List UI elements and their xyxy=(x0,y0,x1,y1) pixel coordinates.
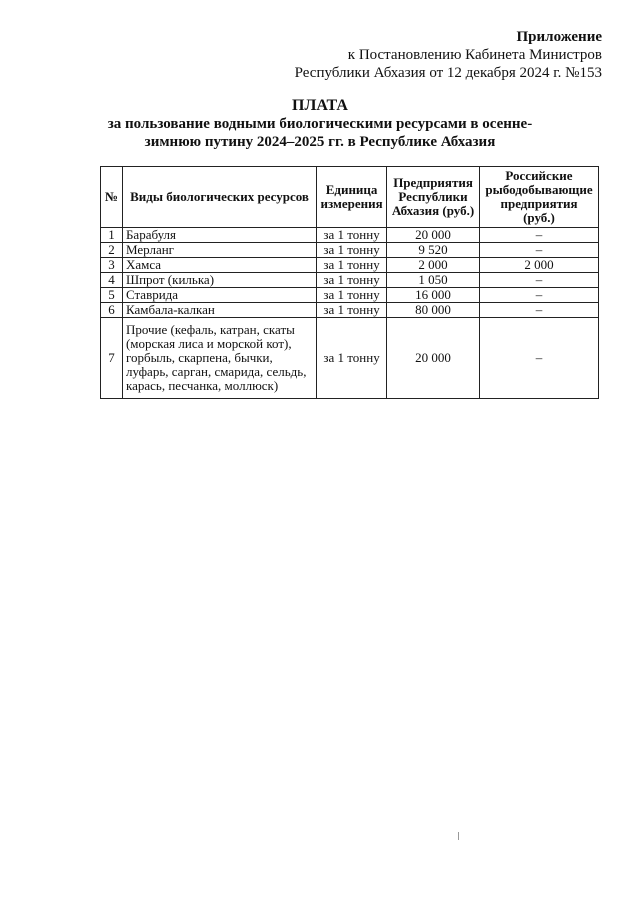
header-abkhazia-enterprises: Предприятия Республики Абхазия (руб.) xyxy=(387,167,480,228)
decree-reference-line-1: к Постановлению Кабинета Министров xyxy=(347,47,602,63)
table-row xyxy=(101,228,599,243)
row-species: Хамса xyxy=(122,258,316,273)
title-subtitle-line-2: зимнюю путину 2024–2025 гг. в Республике Абхазия xyxy=(144,134,496,150)
document-header xyxy=(295,28,602,82)
header-number: № xyxy=(101,167,123,228)
row-abkhazia-fee: 2 000 xyxy=(387,258,480,273)
row-unit: за 1 тонну xyxy=(317,318,387,399)
table-row xyxy=(101,303,599,318)
row-species: Мерланг xyxy=(122,243,316,258)
row-unit: за 1 тонну xyxy=(317,228,387,243)
decree-reference-line-2: Республики Абхазия от 12 декабря 2024 г. №153 xyxy=(294,65,602,81)
row-number: 1 xyxy=(101,228,123,243)
row-number: 6 xyxy=(101,303,123,318)
row-number: 4 xyxy=(101,273,123,288)
header-russian-enterprises: Российские рыбодобывающие предприятия (руб.) xyxy=(480,167,599,228)
row-unit: за 1 тонну xyxy=(317,243,387,258)
document-title xyxy=(0,97,640,151)
row-russian-fee: 2 000 xyxy=(480,258,599,273)
row-number: 5 xyxy=(101,288,123,303)
row-abkhazia-fee: 20 000 xyxy=(387,228,480,243)
row-russian-fee: – xyxy=(480,288,599,303)
row-abkhazia-fee: 1 050 xyxy=(387,273,480,288)
table-row xyxy=(101,243,599,258)
table-row xyxy=(101,318,599,399)
fee-table xyxy=(100,166,599,399)
row-russian-fee: – xyxy=(480,228,599,243)
table-header-row xyxy=(101,167,599,228)
title-subtitle-line-1: за пользование водными биологическими ресурсами в осенне- xyxy=(107,116,533,132)
row-species: Барабуля xyxy=(122,228,316,243)
row-unit: за 1 тонну xyxy=(317,288,387,303)
row-abkhazia-fee: 80 000 xyxy=(387,303,480,318)
row-russian-fee: – xyxy=(480,303,599,318)
row-abkhazia-fee: 9 520 xyxy=(387,243,480,258)
row-russian-fee: – xyxy=(480,318,599,399)
row-abkhazia-fee: 16 000 xyxy=(387,288,480,303)
row-number: 2 xyxy=(101,243,123,258)
row-unit: за 1 тонну xyxy=(317,273,387,288)
scan-mark xyxy=(458,832,459,840)
header-species: Виды биологических ресурсов xyxy=(122,167,316,228)
row-russian-fee: – xyxy=(480,243,599,258)
row-species: Ставрида xyxy=(122,288,316,303)
row-number: 7 xyxy=(101,318,123,399)
row-species: Прочие (кефаль, катран, скаты (морская лиса и морской кот), горбыль, скарпена, бычки, луфарь, сарган, смарида, сельдь, карась, песчанка, моллюск) xyxy=(122,318,316,399)
row-number: 3 xyxy=(101,258,123,273)
annex-label: Приложение xyxy=(516,29,602,45)
row-species: Шпрот (килька) xyxy=(122,273,316,288)
table-row xyxy=(101,273,599,288)
title-main: ПЛАТА xyxy=(292,97,348,114)
row-abkhazia-fee: 20 000 xyxy=(387,318,480,399)
table-row xyxy=(101,258,599,273)
row-russian-fee: – xyxy=(480,273,599,288)
row-unit: за 1 тонну xyxy=(317,303,387,318)
row-unit: за 1 тонну xyxy=(317,258,387,273)
table-row xyxy=(101,288,599,303)
header-unit: Единица измерения xyxy=(317,167,387,228)
row-species: Камбала-калкан xyxy=(122,303,316,318)
